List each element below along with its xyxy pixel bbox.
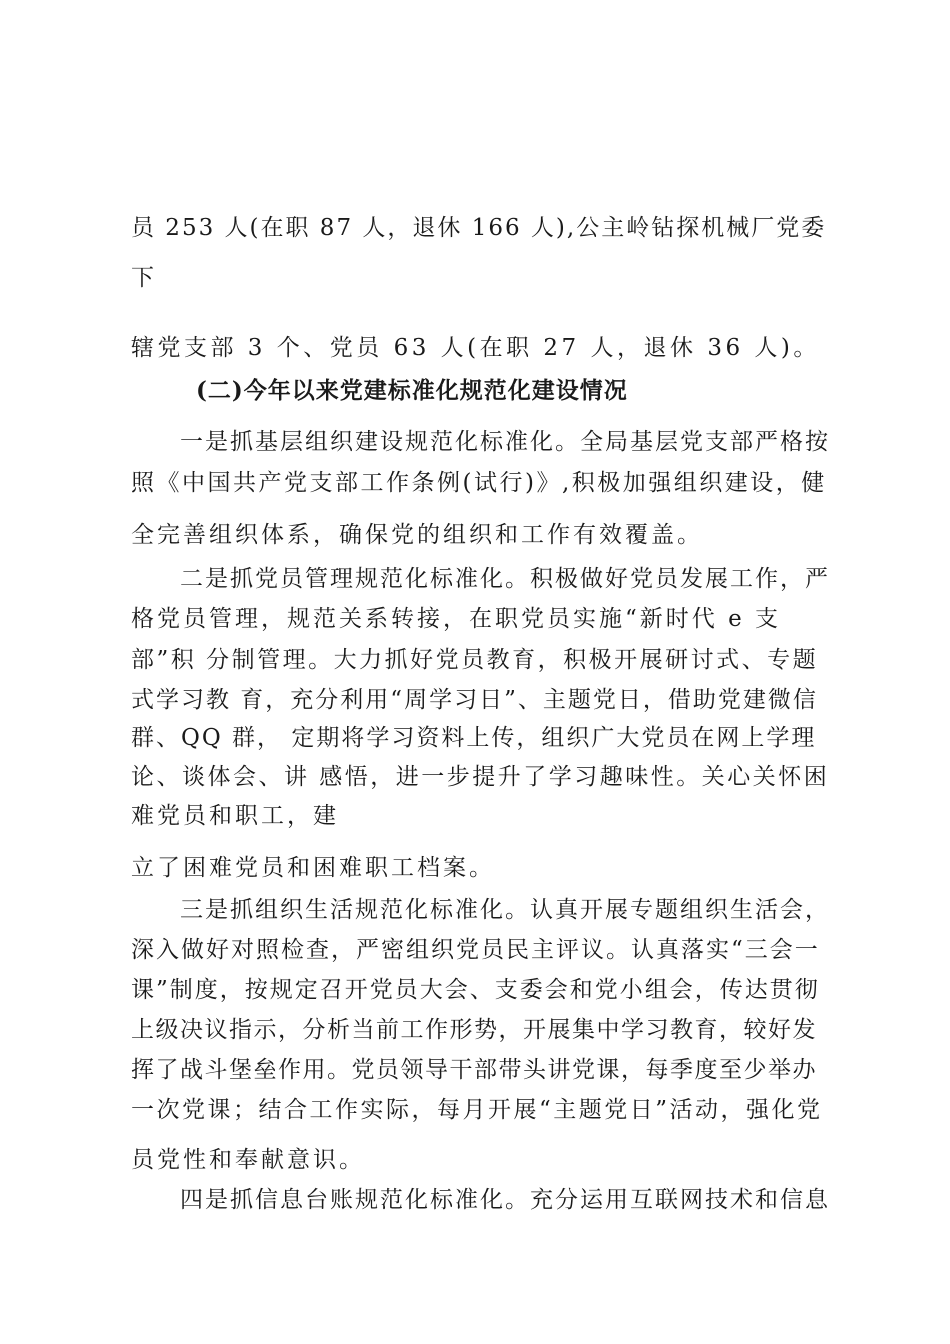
text-line: 立了困难党员和困难职工档案。 bbox=[131, 855, 495, 881]
text-line: 全完善组织体系，确保党的组织和工作有效覆盖。 bbox=[131, 522, 703, 548]
text-line: 下 bbox=[131, 265, 157, 291]
text-line: 挥了战斗堡垒作用。党员领导干部带头讲党课，每季度至少举办 bbox=[131, 1057, 817, 1083]
text-line: 上级决议指示，分析当前工作形势，开展集中学习教育，较好发 bbox=[131, 1017, 817, 1043]
text-line: 格党员管理，规范关系转接，在职党员实施“新时代 e 支 bbox=[131, 606, 781, 632]
text-line: 课”制度，按规定召开党员大会、支委会和党小组会，传达贯彻 bbox=[131, 977, 820, 1003]
text-line: 照《中国共产党支部工作条例(试行)》,积极加强组织建设，健 bbox=[131, 470, 827, 496]
text-line: 辖党支部 3 个、党员 63 人(在职 27 人，退休 36 人)。 bbox=[131, 335, 820, 361]
text-line: 员 253 人(在职 87 人，退休 166 人),公主岭钻探机械厂党委 bbox=[131, 215, 827, 241]
text-line: 二是抓党员管理规范化标准化。积极做好党员发展工作，严 bbox=[180, 566, 830, 592]
text-line: 深入做好对照检查，严密组织党员民主评议。认真落实“三会一 bbox=[131, 937, 820, 963]
text-line: 难党员和职工，建 bbox=[131, 803, 339, 829]
text-line: 三是抓组织生活规范化标准化。认真开展专题组织生活会， bbox=[180, 897, 830, 923]
text-line: 一是抓基层组织建设规范化标准化。全局基层党支部严格按 bbox=[180, 429, 830, 455]
text-line: 群、QQ 群， 定期将学习资料上传，组织广大党员在网上学理 bbox=[131, 725, 817, 751]
text-line: 四是抓信息台账规范化标准化。充分运用互联网技术和信息 bbox=[180, 1187, 830, 1213]
text-line: 一次党课；结合工作实际，每月开展“主题党日”活动，强化党 bbox=[131, 1097, 823, 1123]
text-line: 员党性和奉献意识。 bbox=[131, 1147, 365, 1173]
section-heading: (二)今年以来党建标准化规范化建设情况 bbox=[196, 377, 628, 404]
text-line: 式学习教 育，充分利用“周学习日”、主题党日，借助党建微信 bbox=[131, 687, 818, 713]
text-line: 部”积 分制管理。大力抓好党员教育，积极开展研讨式、专题 bbox=[131, 647, 819, 673]
text-line: 论、谈体会、讲 感悟，进一步提升了学习趣味性。关心关怀困 bbox=[131, 764, 830, 790]
